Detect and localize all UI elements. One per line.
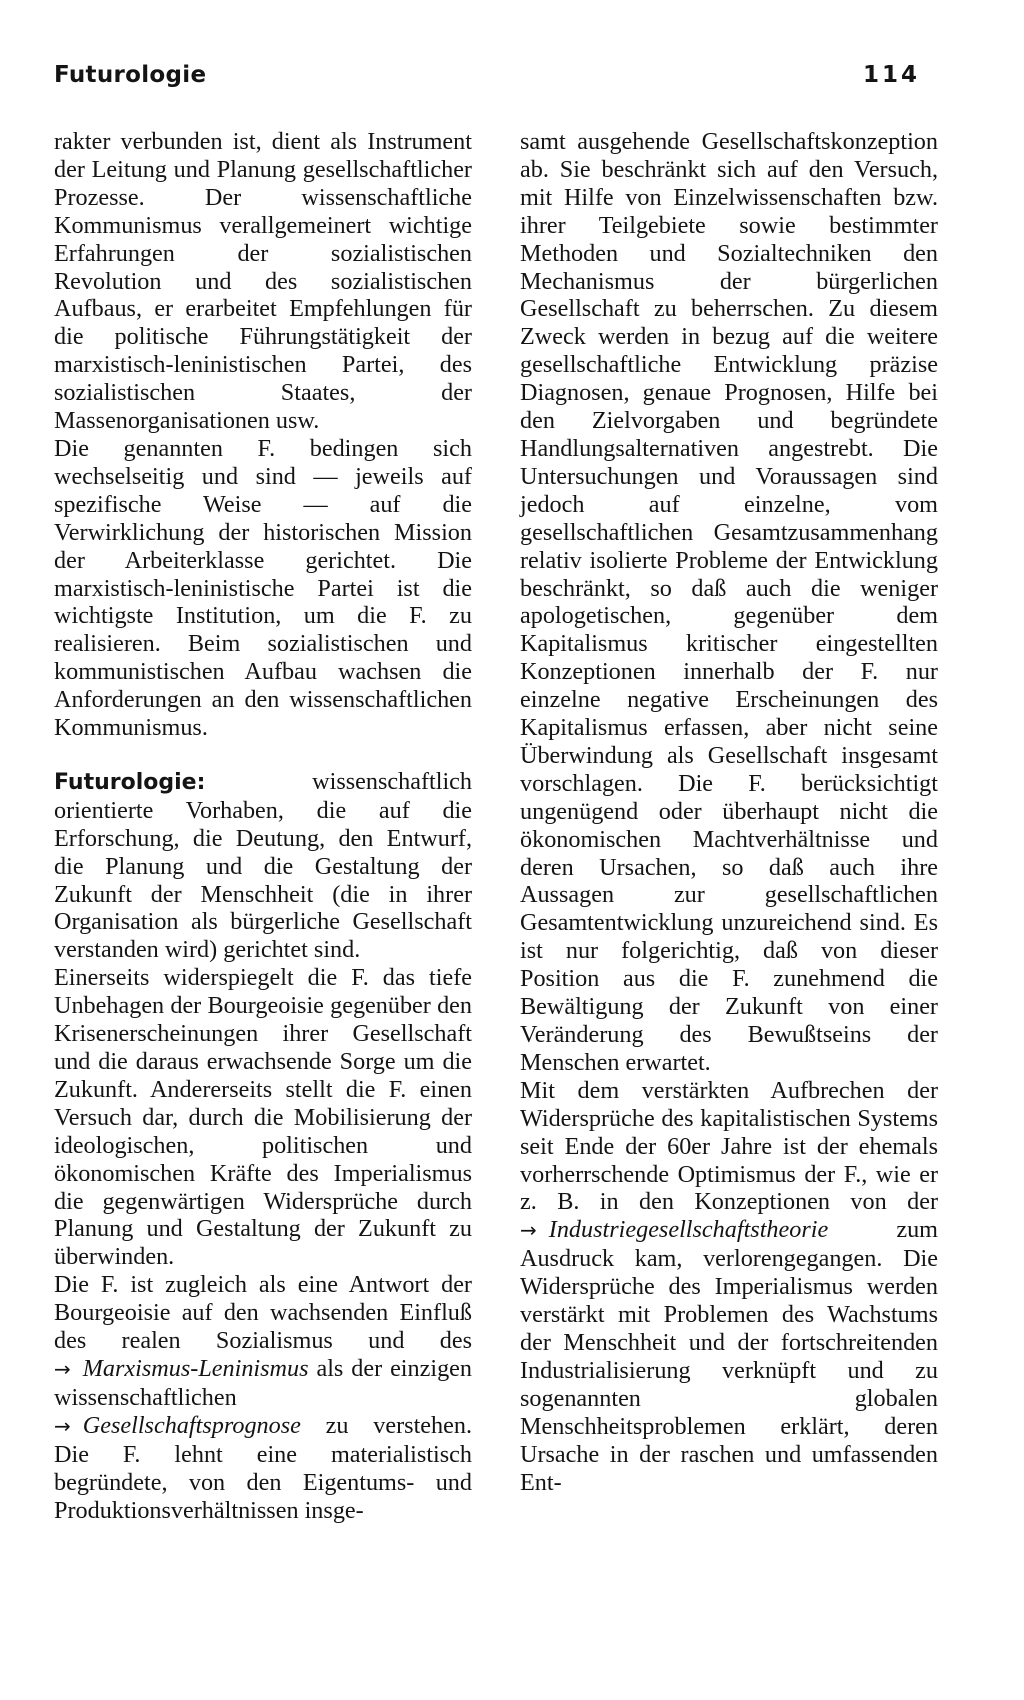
dictionary-entry [54,768,472,964]
cross-reference-link[interactable]: Gesellschaftsprognose [82,1411,301,1439]
cross-reference-link[interactable]: Marxismus-Leninismus [82,1354,309,1382]
running-head: Futurologie [54,62,207,88]
paragraph: Einerseits widerspiegelt die F. das tiefe Unbehagen der Bourgeoisie gegenüber den Krisenerscheinungen ihrer Gesellschaft und die daraus erwachsende Sorge um die Zukunft. Andererseits stellt die F. einen Versuch dar, durch die Mobilisierung der ideologischen, politischen und ökonomischen Kräfte des Imperialismus die gegenwärtigen Widersprüche durch Planung und Gestaltung der Zukunft zu überwinden. [54,964,472,1271]
right-column [520,128,938,1496]
paragraph: samt ausgehende Gesellschaftskonzeption ab. Sie beschränkt sich auf den Versuch, mit Hilfe von Einzelwissenschaften bzw. ihrer Teilgebiete sowie bestimmter Methoden und Sozialtechniken den Mechanismus der bürgerlichen Gesellschaft zu beherrschen. Zu diesem Zweck werden in bezug auf die weitere gesellschaftliche Entwicklung präzise Diagnosen, genaue Prognosen, Hilfe bei den Zielvorgaben und begründete Handlungsalternativen angestrebt. Die Untersuchungen und Voraussagen sind jedoch auf einzelne, vom gesellschaftlichen Gesamtzusammenhang relativ isolierte Probleme der Entwicklung beschränkt, so daß auch die weniger apologetischen, gegenüber dem Kapitalismus kritischer eingestellten Konzeptionen innerhalb der F. nur einzelne negative Erscheinungen des Kapitalismus erfassen, aber nicht seine Überwindung als Gesellschaft insgesamt vorschlagen. Die F. berücksichtigt ungenügend oder überhaupt nicht die ökonomischen Machtverhältnisse und deren Ursachen, so daß auch ihre Aussagen zur gesellschaftlichen Gesamtentwicklung unzureichend sind. Es ist nur folgerichtig, daß von dieser Position aus die F. zunehmend die Bewältigung der Zukunft von einer Veränderung des Bewußtseins der Menschen erwartet. [520,128,938,1076]
paragraph: Mit dem verstärkten Aufbrechen der Widersprüche des kapitalistischen Systems seit Ende der 60er Jahre ist der ehemals vorherrschende Optimismus der F., wie er z. B. in den Konzeptionen von der → Industriegesellschaftstheorie zum Ausdruck kam, verlorengegangen. Die Widersprüche des Imperialismus werden verstärkt mit Problemen des Wachstums der Menschheit und der fortschreitenden Industrialisierung verknüpft und zu sogenannten globalen Menschheitsproblemen erklärt, deren Ursache in der raschen und umfassenden Ent- [520,1076,938,1496]
entry-headword: Futurologie: [54,769,206,795]
paragraph: rakter verbunden ist, dient als Instrument der Leitung und Planung gesellschaftlicher Prozesse. Der wissenschaftliche Kommunismus verallgemeinert wichtige Erfahrungen der sozialistischen Revolution und des sozialistischen Aufbaus, er erarbeitet Empfehlungen für die politische Führungstätigkeit der marxistisch-leninistischen Partei, des sozialistischen Staates, der Massenorganisationen usw. [54,128,472,435]
page-header [54,62,920,102]
entry-definition: wissenschaftlich orientierte Vorhaben, die auf die Erforschung, die Deutung, den Entwurf, die Planung und die Gestaltung der Zukunft der Menschheit (die in ihrer Organisation als bürgerliche Gesellschaft verstanden wird) gerichtet sind. [54,767,472,964]
cross-reference-link[interactable]: Industriegesellschaftstheorie [548,1216,829,1244]
paragraph: Die genannten F. bedingen sich wechselseitig und sind — jeweils auf spezifische Weise — auf die Verwirklichung der historischen Mission der Arbeiterklasse gerichtet. Die marxistisch-leninistische Partei ist die wichtigste Institution, um die F. zu realisieren. Beim sozialistischen und kommunistischen Aufbau wachsen die Anforderungen an den wissenschaftlichen Kommunismus. [54,434,472,742]
page-number: 114 [862,62,920,88]
cross-reference-arrow-icon: → [54,1413,71,1438]
cross-reference-arrow-icon: → [54,1356,71,1381]
paragraph: Die F. ist zugleich als eine Antwort der Bourgeoisie auf den wachsenden Einfluß des realen Sozialismus und des → Marxismus-Leninismus als der einzigen wissenschaftlichen → Gesellschaftsprognose zu verstehen. Die F. lehnt eine materialistisch begründete, von den Eigentums- und Produktionsverhältnissen insge- [54,1271,473,1524]
left-column [54,128,472,1524]
cross-reference-arrow-icon: → [520,1218,537,1243]
